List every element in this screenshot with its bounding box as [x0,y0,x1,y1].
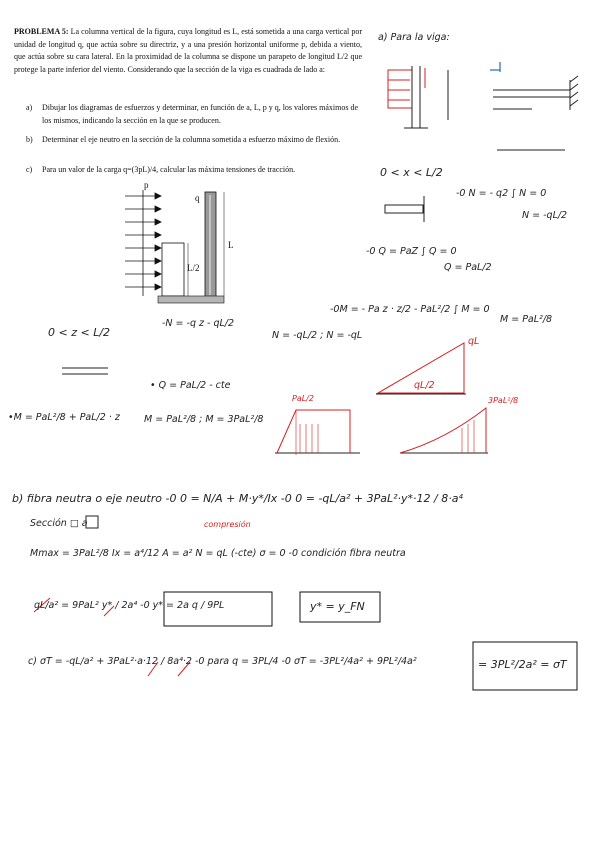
blue-axes [490,62,500,72]
note-part-a: a) Para la viga: [378,32,450,43]
problem-body: La columna vertical de la figura, cuya longitud es L, está sometida a una carga vertical por unidad de longitud q, que actúa sobre su directriz, y a una presión horizontal uniforme p, debida a viento, que actúa sobre su cara lateral. En la proximidad de la columna se dispone un parapeto de longitud L/2 que protege la parte inferior del viento. Considerando que la sección de la viga es cuadrada de lado a: [14,27,363,74]
note-result: = 3PL²/2a² = σT [478,658,567,671]
item-label: c) [26,165,33,174]
note-eq-b2: y* = y_FN [310,600,365,613]
item-text: Dibujar los diagramas de esfuerzos y determinar, en función de a, L, p y q, los valores máximos de los mismos, indicando la sección en la que se producen. [42,103,359,125]
diagram-Q-label: PaL/2 [292,394,314,403]
note-sec1-Q: -0 Q = PaZ ∫ Q = 0 [366,246,457,257]
problem-heading: PROBLEMA 5: [14,27,69,36]
diagram-M-label: 3PaL²/8 [488,396,519,405]
item-text: Determinar el eje neutro en la sección de la columna sometida a esfuerzo máximo de flexión. [42,135,341,144]
note-sec2-Mres: M = PaL²/8 ; M = 3PaL²/8 [144,414,264,425]
figure-half-label: L/2 [187,263,200,273]
note-sec1-title: 0 < x < L/2 [380,166,443,179]
note-sec2-Nres: N = -qL/2 ; N = -qL [272,330,363,341]
item-label: a) [26,103,33,112]
item-label: b) [26,135,33,144]
note-part-c: c) σT = -qL/a² + 3PaL²·a·12 / 8a⁴·2 -0 para q = 3PL/4 -0 σT = -3PL²/4a² + 9PL²/4a² [28,656,417,667]
note-sec2-Q: • Q = PaL/2 - cte [150,380,231,391]
figure-L-label: L [228,240,234,250]
note-seccion: Sección □ a [30,518,88,529]
note-sec1-N2: N = -qL/2 [522,210,568,221]
note-sec2-title: 0 < z < L/2 [48,326,111,339]
diagram-N-mid-label: qL/2 [414,380,435,391]
note-part-b: b) fibra neutra o eje neutro -0 0 = N/A + M·y*/Ix -0 0 = -qL/a² + 3PaL²·y*·12 / 8·a⁴ [12,492,463,505]
figure-q-label: q [195,193,200,203]
note-mmax: Mmax = 3PaL²/8 Ix = a⁴/12 A = a² N = qL (-cte) σ = 0 -0 condición fibra neutra [30,548,406,559]
note-sec1-M2: M = PaL²/8 [500,314,553,325]
note-compresion: compresión [204,520,251,529]
diagram-Q [275,410,360,455]
diagram-M [400,408,488,453]
note-sec1-Q2: Q = PaL/2 [444,262,492,273]
item-text: Para un valor de la carga q=(3pL)/4, calcular las máxima tensiones de tracción. [42,165,296,174]
note-eq-b1: qL/a² = 9PaL² y* / 2a⁴ -0 y* = 2a q / 9PL [34,600,225,611]
note-sec2-M: •M = PaL²/8 + PaL/2 · z [8,412,120,423]
note-sec1-N: -0 N = - q2 ∫ N = 0 [456,188,547,199]
red-load-sketch [388,68,425,108]
diagram-N-label: qL [468,336,480,347]
note-sec1-M: -0M = - Pa z · z/2 - PaL²/2 ∫ M = 0 [330,304,490,315]
figure-p-label: p [144,180,149,190]
note-sec2-N: -N = -q z - qL/2 [162,318,235,329]
